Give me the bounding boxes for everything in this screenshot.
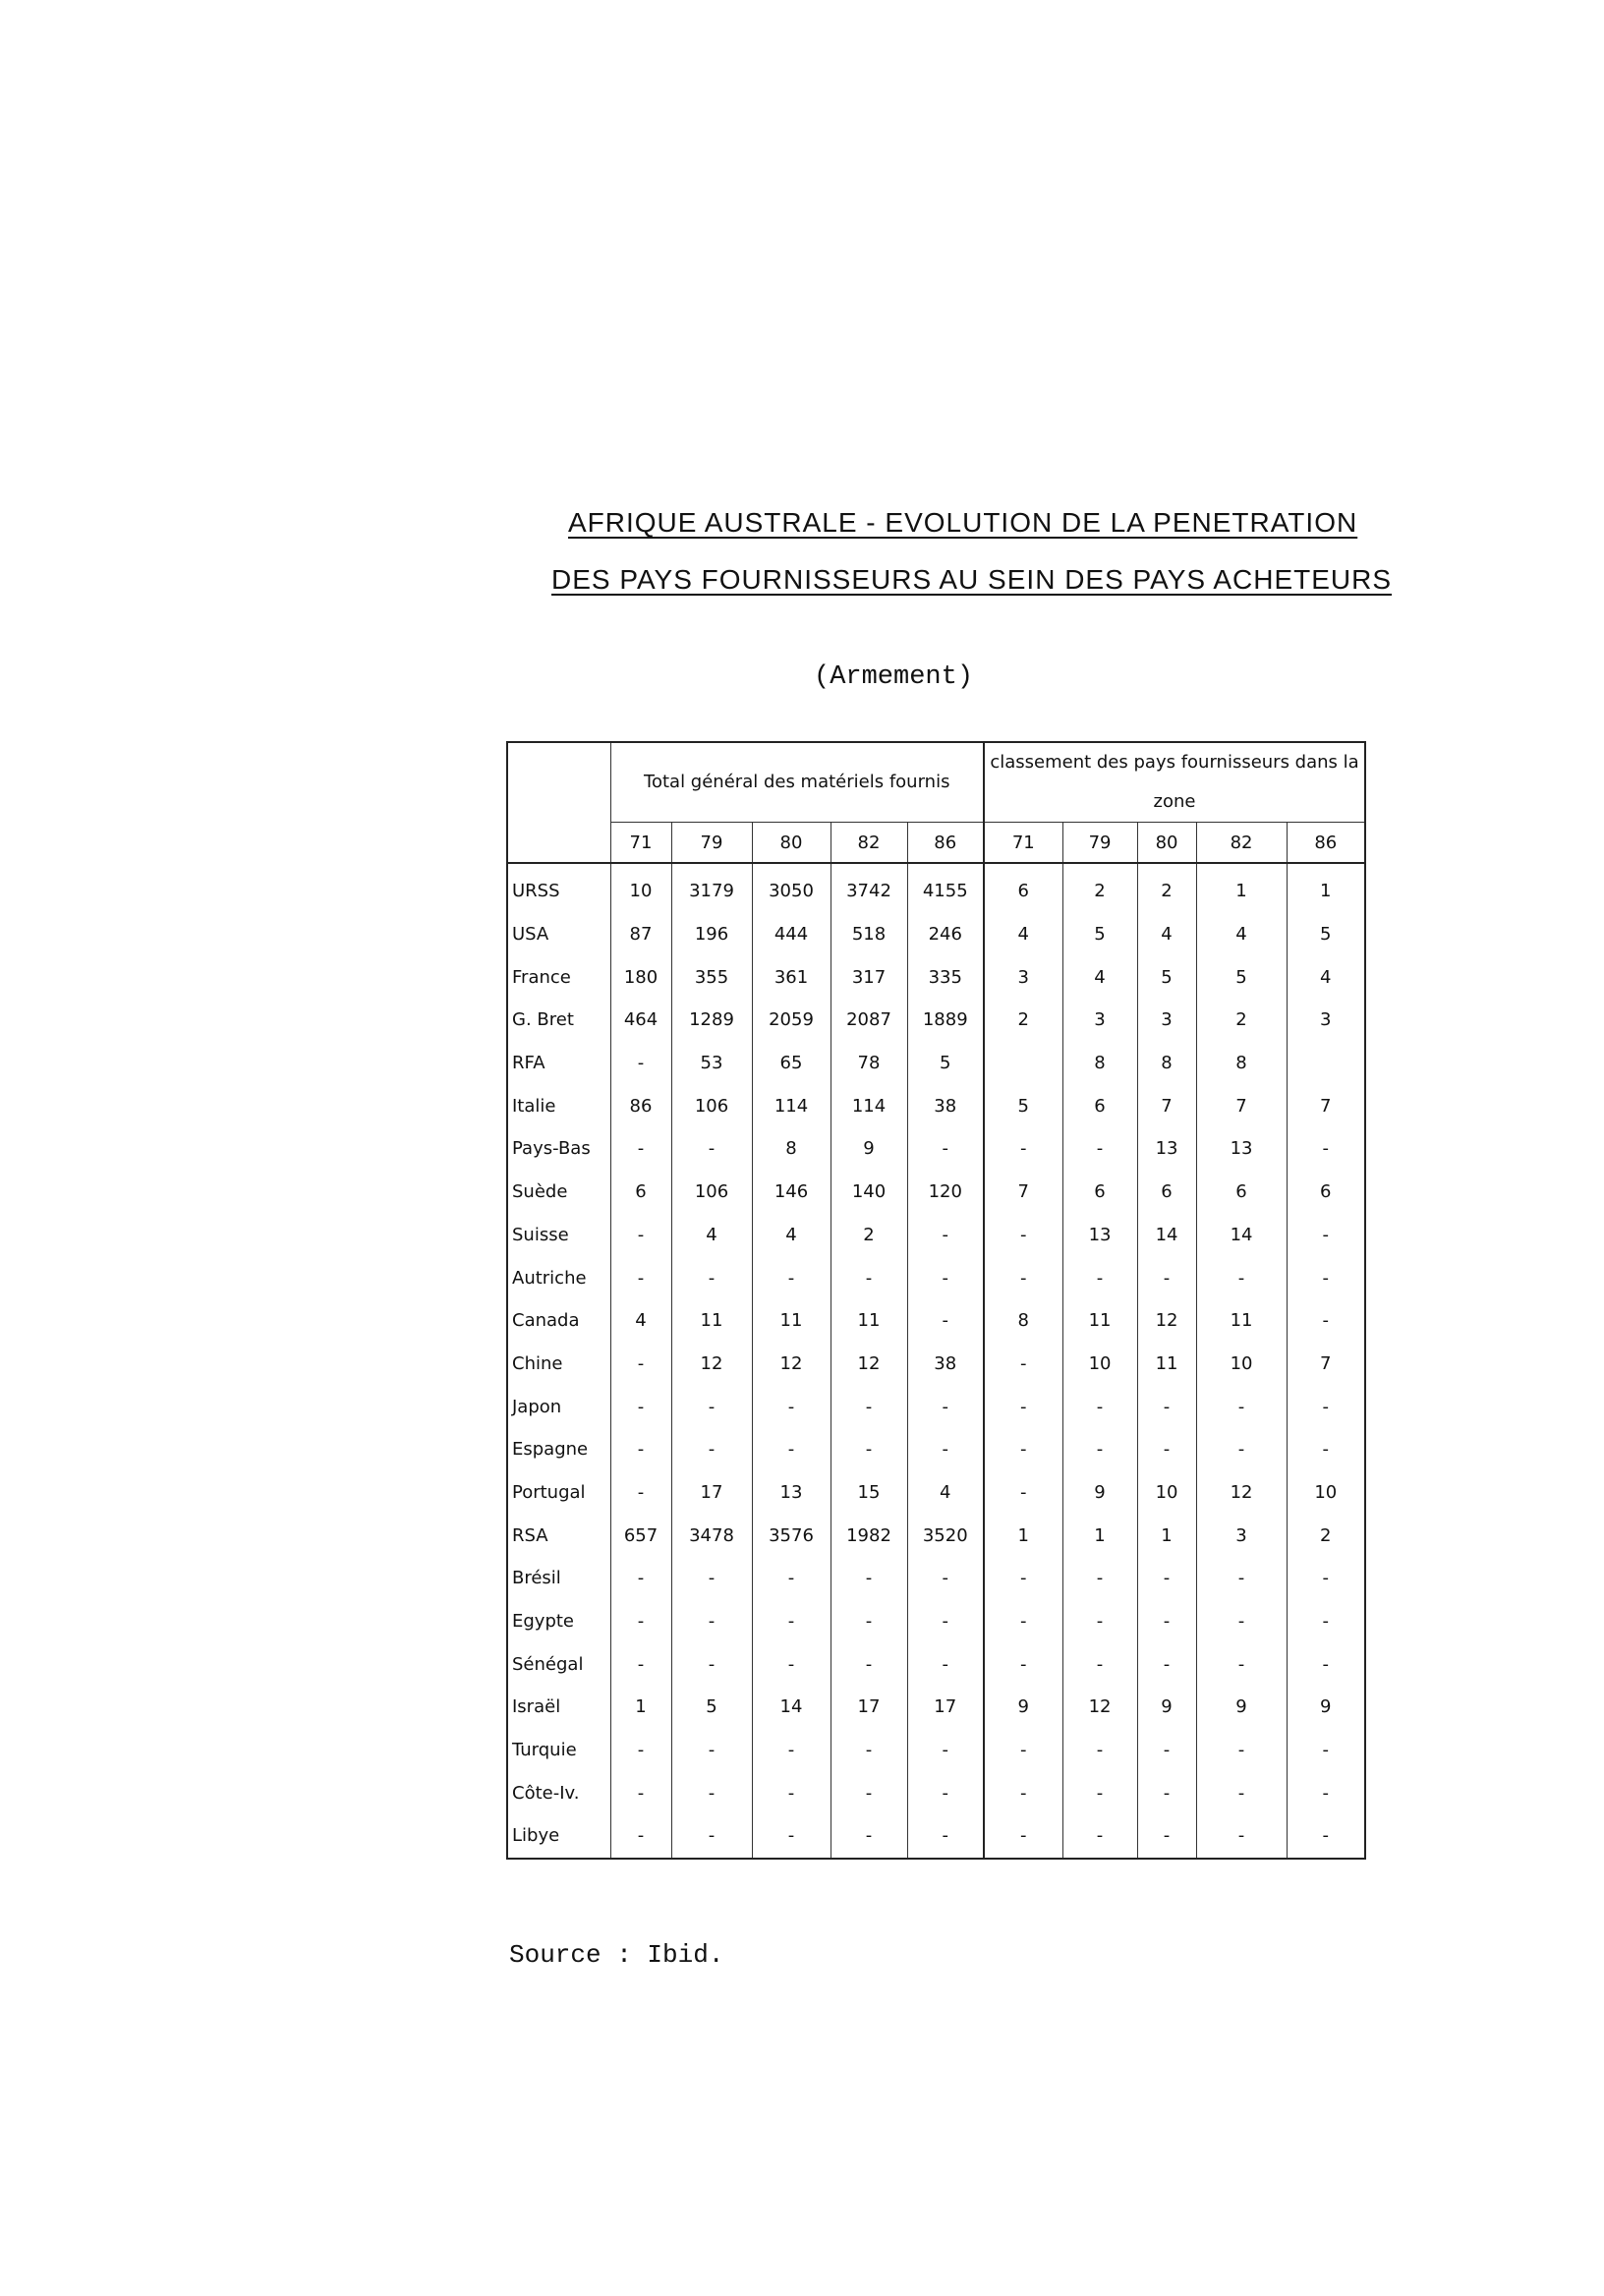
rank-cell: -	[1062, 1600, 1137, 1643]
country-cell: Autriche	[507, 1256, 610, 1299]
table-row	[507, 1642, 1365, 1686]
rank-cell: 6	[984, 863, 1062, 913]
total-cell: 78	[831, 1042, 907, 1085]
rank-cell: 4	[1196, 913, 1287, 956]
total-cell: -	[610, 1729, 671, 1772]
total-cell: 11	[671, 1299, 752, 1343]
total-cell: 38	[907, 1084, 984, 1127]
total-cell: -	[752, 1729, 831, 1772]
total-cell: 2	[831, 1214, 907, 1257]
total-cell: 2087	[831, 999, 907, 1042]
country-cell: Côte-Iv.	[507, 1771, 610, 1814]
total-cell: 1289	[671, 999, 752, 1042]
rank-cell: 13	[1137, 1127, 1196, 1171]
header-total-group: Total général des matériels fournis	[610, 742, 984, 823]
total-cell: -	[907, 1814, 984, 1859]
rank-cell: -	[1062, 1256, 1137, 1299]
total-cell: 9	[831, 1127, 907, 1171]
total-cell: 14	[752, 1686, 831, 1729]
rank-cell: -	[984, 1428, 1062, 1471]
table-row	[507, 1600, 1365, 1643]
table-body	[507, 863, 1365, 1859]
country-cell: Italie	[507, 1084, 610, 1127]
year-header: 86	[1287, 823, 1365, 864]
rank-cell: 10	[1196, 1343, 1287, 1386]
total-cell: -	[610, 1771, 671, 1814]
table-row	[507, 1127, 1365, 1171]
rank-cell: -	[1287, 1428, 1365, 1471]
total-cell: 335	[907, 955, 984, 999]
document-subtitle: (Armement)	[814, 662, 974, 692]
document-title-line-1: AFRIQUE AUSTRALE - EVOLUTION DE LA PENETRATION	[568, 507, 1358, 538]
rank-cell: 2	[1287, 1514, 1365, 1557]
table-row	[507, 1084, 1365, 1127]
rank-cell: -	[1196, 1385, 1287, 1428]
rank-cell: 10	[1062, 1343, 1137, 1386]
total-cell: -	[831, 1729, 907, 1772]
total-cell: -	[610, 1127, 671, 1171]
total-cell: -	[752, 1600, 831, 1643]
total-cell: -	[671, 1256, 752, 1299]
total-cell: -	[752, 1771, 831, 1814]
table-row	[507, 1514, 1365, 1557]
total-cell: 2059	[752, 999, 831, 1042]
year-header: 86	[907, 823, 984, 864]
table-row	[507, 1557, 1365, 1600]
rank-cell: -	[1287, 1385, 1365, 1428]
total-cell: 15	[831, 1471, 907, 1515]
rank-cell: 7	[1137, 1084, 1196, 1127]
rank-cell: 6	[1196, 1171, 1287, 1214]
country-cell: Turquie	[507, 1729, 610, 1772]
total-cell: 17	[831, 1686, 907, 1729]
rank-cell: 6	[1287, 1171, 1365, 1214]
rank-cell: -	[1137, 1385, 1196, 1428]
total-cell: 4	[671, 1214, 752, 1257]
document-title-line-2: DES PAYS FOURNISSEURS AU SEIN DES PAYS ACHETEURS	[551, 564, 1393, 595]
total-cell: 246	[907, 913, 984, 956]
rank-cell: 9	[984, 1686, 1062, 1729]
year-header: 79	[1062, 823, 1137, 864]
country-cell: Sénégal	[507, 1642, 610, 1686]
total-cell: -	[671, 1642, 752, 1686]
rank-cell: 14	[1196, 1214, 1287, 1257]
total-cell: 13	[752, 1471, 831, 1515]
rank-cell: 6	[1137, 1171, 1196, 1214]
rank-cell: -	[984, 1471, 1062, 1515]
total-cell: 1	[610, 1686, 671, 1729]
country-cell: Suisse	[507, 1214, 610, 1257]
total-cell: 8	[752, 1127, 831, 1171]
total-cell: -	[831, 1814, 907, 1859]
rank-cell: 8	[1137, 1042, 1196, 1085]
total-cell: 180	[610, 955, 671, 999]
total-cell: -	[610, 1214, 671, 1257]
rank-cell: -	[1137, 1771, 1196, 1814]
total-cell: -	[907, 1600, 984, 1643]
supplier-table	[506, 741, 1366, 1860]
country-cell: Brésil	[507, 1557, 610, 1600]
total-cell: 86	[610, 1084, 671, 1127]
total-cell: 120	[907, 1171, 984, 1214]
rank-cell: 12	[1196, 1471, 1287, 1515]
total-cell: 4	[610, 1299, 671, 1343]
total-cell: -	[907, 1127, 984, 1171]
total-cell: -	[671, 1814, 752, 1859]
total-cell: 114	[831, 1084, 907, 1127]
country-cell: Pays-Bas	[507, 1127, 610, 1171]
rank-cell: 7	[984, 1171, 1062, 1214]
total-cell: 1982	[831, 1514, 907, 1557]
header-rank-group: classement des pays fournisseurs dans la zone	[984, 742, 1365, 823]
table-row	[507, 1256, 1365, 1299]
total-cell: -	[831, 1771, 907, 1814]
total-cell: -	[907, 1771, 984, 1814]
total-cell: 3576	[752, 1514, 831, 1557]
total-cell: 361	[752, 955, 831, 999]
country-cell: Israël	[507, 1686, 610, 1729]
total-cell: -	[671, 1771, 752, 1814]
total-cell: 12	[671, 1343, 752, 1386]
rank-cell: -	[1137, 1428, 1196, 1471]
total-cell: 6	[610, 1171, 671, 1214]
country-cell: Libye	[507, 1814, 610, 1859]
total-cell: 11	[831, 1299, 907, 1343]
total-cell: 106	[671, 1171, 752, 1214]
total-cell: -	[671, 1385, 752, 1428]
rank-cell: -	[1196, 1428, 1287, 1471]
total-cell: -	[907, 1557, 984, 1600]
total-cell: -	[752, 1642, 831, 1686]
rank-cell: 1	[1137, 1514, 1196, 1557]
rank-cell: 5	[1287, 913, 1365, 956]
rank-cell: 7	[1196, 1084, 1287, 1127]
country-cell: Espagne	[507, 1428, 610, 1471]
rank-cell: -	[984, 1729, 1062, 1772]
table-row	[507, 1471, 1365, 1515]
table-row	[507, 1814, 1365, 1859]
country-cell: RFA	[507, 1042, 610, 1085]
rank-cell: 9	[1137, 1686, 1196, 1729]
total-cell: -	[671, 1729, 752, 1772]
table-corner-lower	[507, 823, 610, 864]
table-row	[507, 1171, 1365, 1214]
rank-cell: 1	[1062, 1514, 1137, 1557]
total-cell: 12	[752, 1343, 831, 1386]
rank-cell: -	[1287, 1127, 1365, 1171]
year-header: 82	[831, 823, 907, 864]
total-cell: 114	[752, 1084, 831, 1127]
total-cell: 3179	[671, 863, 752, 913]
rank-cell: -	[1196, 1256, 1287, 1299]
total-cell: 5	[671, 1686, 752, 1729]
rank-cell: -	[1196, 1814, 1287, 1859]
rank-cell: -	[984, 1600, 1062, 1643]
total-cell: 146	[752, 1171, 831, 1214]
rank-cell: -	[984, 1385, 1062, 1428]
total-cell: 5	[907, 1042, 984, 1085]
rank-cell: 4	[1062, 955, 1137, 999]
total-cell: 12	[831, 1343, 907, 1386]
rank-cell: 2	[984, 999, 1062, 1042]
rank-cell: -	[1137, 1729, 1196, 1772]
rank-cell: 2	[1062, 863, 1137, 913]
rank-cell: 13	[1196, 1127, 1287, 1171]
total-cell: 17	[671, 1471, 752, 1515]
rank-cell: 11	[1196, 1299, 1287, 1343]
total-cell: 3050	[752, 863, 831, 913]
total-cell: -	[752, 1428, 831, 1471]
rank-cell: -	[1137, 1557, 1196, 1600]
total-cell: 464	[610, 999, 671, 1042]
year-header: 71	[984, 823, 1062, 864]
rank-cell: 8	[1062, 1042, 1137, 1085]
rank-cell: -	[1062, 1642, 1137, 1686]
rank-cell: 3	[1196, 1514, 1287, 1557]
rank-cell: 10	[1137, 1471, 1196, 1515]
total-cell: 87	[610, 913, 671, 956]
total-cell: 38	[907, 1343, 984, 1386]
total-cell: 3520	[907, 1514, 984, 1557]
total-cell: -	[610, 1428, 671, 1471]
rank-cell: -	[1062, 1771, 1137, 1814]
total-cell: -	[610, 1385, 671, 1428]
total-cell: 17	[907, 1686, 984, 1729]
country-cell: RSA	[507, 1514, 610, 1557]
country-cell: URSS	[507, 863, 610, 913]
rank-cell	[1287, 1042, 1365, 1085]
table-row	[507, 999, 1365, 1042]
total-cell: -	[610, 1471, 671, 1515]
rank-cell: -	[1062, 1729, 1137, 1772]
total-cell: 106	[671, 1084, 752, 1127]
table-row	[507, 1686, 1365, 1729]
rank-cell: -	[1196, 1557, 1287, 1600]
country-cell: Suède	[507, 1171, 610, 1214]
rank-cell: 1	[1196, 863, 1287, 913]
table-row	[507, 1299, 1365, 1343]
rank-cell: 6	[1062, 1171, 1137, 1214]
total-cell: -	[610, 1642, 671, 1686]
rank-cell: 3	[1062, 999, 1137, 1042]
rank-cell: -	[1137, 1600, 1196, 1643]
table-row	[507, 1771, 1365, 1814]
rank-cell: -	[1287, 1771, 1365, 1814]
total-cell: -	[610, 1600, 671, 1643]
country-cell: G. Bret	[507, 999, 610, 1042]
total-cell: -	[671, 1127, 752, 1171]
total-cell: -	[907, 1428, 984, 1471]
total-cell: -	[671, 1428, 752, 1471]
total-cell: 11	[752, 1299, 831, 1343]
table-row	[507, 955, 1365, 999]
year-header: 80	[752, 823, 831, 864]
country-cell: Japon	[507, 1385, 610, 1428]
rank-cell: -	[1062, 1385, 1137, 1428]
rank-cell: -	[984, 1557, 1062, 1600]
total-cell: 657	[610, 1514, 671, 1557]
total-cell: 140	[831, 1171, 907, 1214]
rank-cell: 13	[1062, 1214, 1137, 1257]
rank-cell: 2	[1196, 999, 1287, 1042]
total-cell: -	[831, 1557, 907, 1600]
rank-cell: 12	[1137, 1299, 1196, 1343]
rank-cell: -	[1287, 1214, 1365, 1257]
total-cell: -	[907, 1729, 984, 1772]
total-cell: -	[831, 1256, 907, 1299]
rank-cell: 9	[1062, 1471, 1137, 1515]
rank-cell: 3	[1137, 999, 1196, 1042]
rank-cell: 2	[1137, 863, 1196, 913]
rank-cell: -	[1062, 1127, 1137, 1171]
rank-cell: 4	[1137, 913, 1196, 956]
table-row	[507, 1385, 1365, 1428]
total-cell: -	[907, 1256, 984, 1299]
rank-cell: -	[1137, 1814, 1196, 1859]
total-cell: 1889	[907, 999, 984, 1042]
rank-cell: 9	[1287, 1686, 1365, 1729]
total-cell: -	[907, 1214, 984, 1257]
total-cell: 444	[752, 913, 831, 956]
table-row	[507, 913, 1365, 956]
year-header: 80	[1137, 823, 1196, 864]
rank-cell: -	[1137, 1256, 1196, 1299]
total-cell: 3478	[671, 1514, 752, 1557]
year-header: 71	[610, 823, 671, 864]
rank-cell: 1	[1287, 863, 1365, 913]
table-row	[507, 1214, 1365, 1257]
total-cell: 355	[671, 955, 752, 999]
rank-cell: -	[1062, 1814, 1137, 1859]
rank-cell: -	[984, 1214, 1062, 1257]
rank-cell: 9	[1196, 1686, 1287, 1729]
total-cell: -	[831, 1385, 907, 1428]
total-cell: -	[610, 1256, 671, 1299]
rank-cell: 7	[1287, 1343, 1365, 1386]
rank-cell: 12	[1062, 1686, 1137, 1729]
total-cell: 4	[752, 1214, 831, 1257]
rank-cell: -	[984, 1343, 1062, 1386]
rank-cell: 5	[1062, 913, 1137, 956]
table-row	[507, 1729, 1365, 1772]
total-cell: 317	[831, 955, 907, 999]
rank-cell: 1	[984, 1514, 1062, 1557]
rank-cell: -	[1196, 1729, 1287, 1772]
rank-cell: 7	[1287, 1084, 1365, 1127]
rank-cell: 5	[1196, 955, 1287, 999]
rank-cell: -	[1287, 1729, 1365, 1772]
rank-cell: -	[984, 1256, 1062, 1299]
total-cell: -	[752, 1385, 831, 1428]
rank-cell: -	[1287, 1814, 1365, 1859]
total-cell: -	[831, 1642, 907, 1686]
rank-cell: 8	[1196, 1042, 1287, 1085]
total-cell: -	[671, 1600, 752, 1643]
year-header: 82	[1196, 823, 1287, 864]
rank-cell: -	[984, 1127, 1062, 1171]
total-cell: 10	[610, 863, 671, 913]
total-cell: 196	[671, 913, 752, 956]
rank-cell: -	[984, 1642, 1062, 1686]
total-cell: -	[907, 1299, 984, 1343]
rank-cell	[984, 1042, 1062, 1085]
total-cell: -	[831, 1428, 907, 1471]
table-row	[507, 863, 1365, 913]
country-cell: Chine	[507, 1343, 610, 1386]
table-row	[507, 1042, 1365, 1085]
total-cell: 53	[671, 1042, 752, 1085]
total-cell: 518	[831, 913, 907, 956]
total-cell: -	[610, 1042, 671, 1085]
rank-cell: 14	[1137, 1214, 1196, 1257]
rank-cell: -	[1137, 1642, 1196, 1686]
rank-cell: 5	[984, 1084, 1062, 1127]
rank-cell: 3	[984, 955, 1062, 999]
rank-cell: 3	[1287, 999, 1365, 1042]
rank-cell: -	[1062, 1428, 1137, 1471]
rank-cell: 8	[984, 1299, 1062, 1343]
total-cell: 65	[752, 1042, 831, 1085]
total-cell: -	[610, 1814, 671, 1859]
rank-cell: -	[1287, 1642, 1365, 1686]
total-cell: -	[610, 1343, 671, 1386]
rank-cell: -	[1196, 1771, 1287, 1814]
rank-cell: -	[1287, 1600, 1365, 1643]
total-cell: -	[752, 1814, 831, 1859]
rank-cell: -	[1196, 1600, 1287, 1643]
total-cell: -	[907, 1642, 984, 1686]
rank-cell: -	[1062, 1557, 1137, 1600]
table-row	[507, 1428, 1365, 1471]
rank-cell: -	[1287, 1299, 1365, 1343]
total-cell: -	[907, 1385, 984, 1428]
rank-cell: 4	[984, 913, 1062, 956]
rank-cell: 6	[1062, 1084, 1137, 1127]
country-cell: Egypte	[507, 1600, 610, 1643]
table-row	[507, 1343, 1365, 1386]
total-cell: -	[671, 1557, 752, 1600]
total-cell: -	[752, 1256, 831, 1299]
table-corner	[507, 742, 610, 823]
rank-cell: -	[1196, 1642, 1287, 1686]
rank-cell: 10	[1287, 1471, 1365, 1515]
country-cell: Canada	[507, 1299, 610, 1343]
source-note: Source : Ibid.	[509, 1940, 724, 1970]
rank-cell: -	[1287, 1256, 1365, 1299]
year-header: 79	[671, 823, 752, 864]
rank-cell: 11	[1137, 1343, 1196, 1386]
total-cell: 4155	[907, 863, 984, 913]
total-cell: -	[752, 1557, 831, 1600]
rank-cell: 5	[1137, 955, 1196, 999]
rank-cell: -	[984, 1814, 1062, 1859]
rank-cell: 11	[1062, 1299, 1137, 1343]
total-cell: 4	[907, 1471, 984, 1515]
rank-cell: 4	[1287, 955, 1365, 999]
total-cell: -	[610, 1557, 671, 1600]
country-cell: USA	[507, 913, 610, 956]
rank-cell: -	[984, 1771, 1062, 1814]
country-cell: France	[507, 955, 610, 999]
total-cell: 3742	[831, 863, 907, 913]
total-cell: -	[831, 1600, 907, 1643]
rank-cell: -	[1287, 1557, 1365, 1600]
country-cell: Portugal	[507, 1471, 610, 1515]
